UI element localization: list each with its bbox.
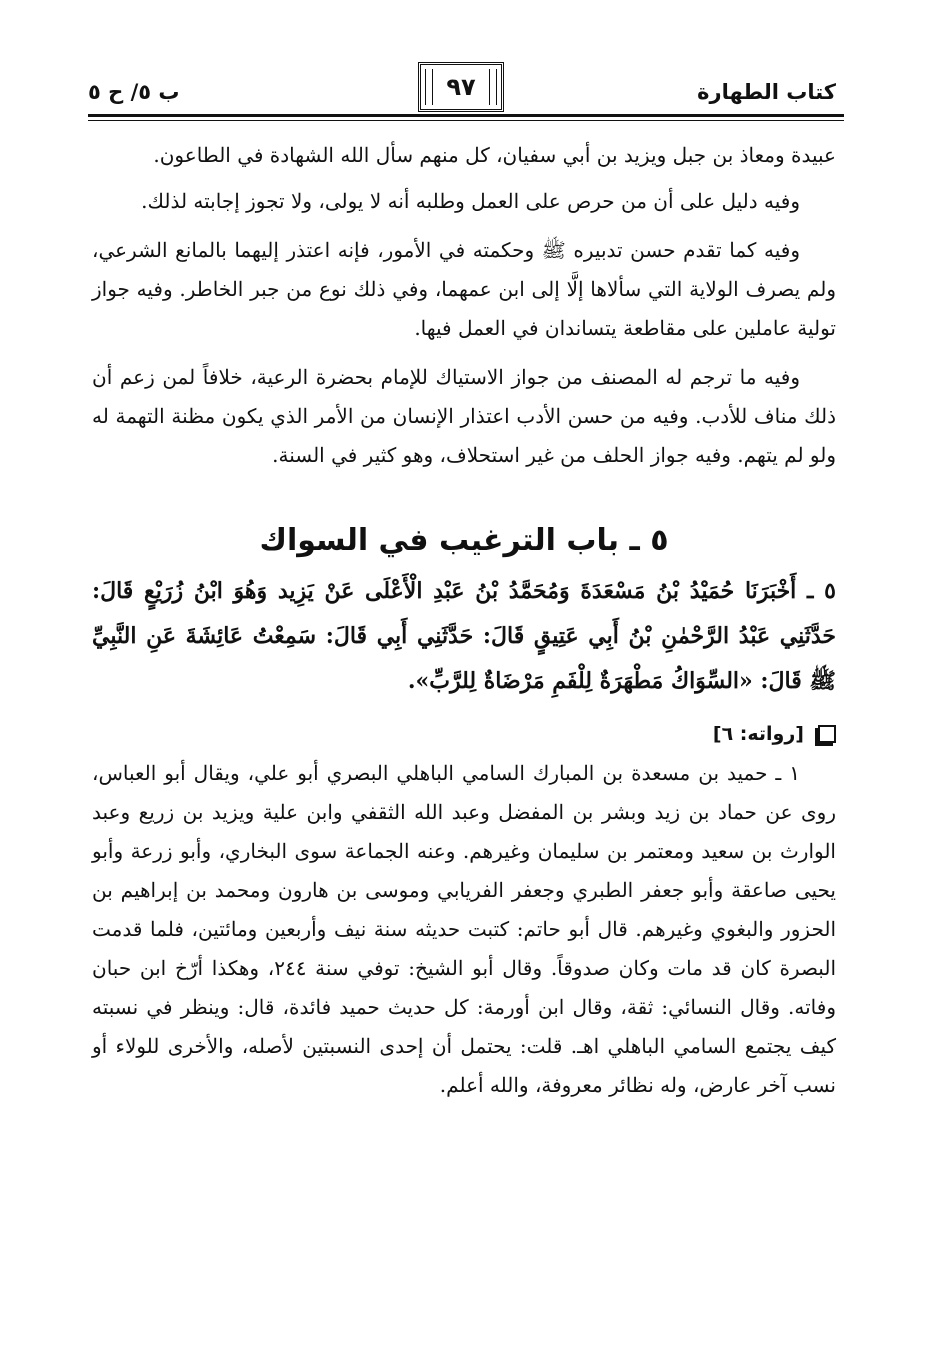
paragraph: وفيه ما ترجم له المصنف من جواز الاستياك للإمام بحضرة الرعية، خلافاً لمن زعم أن ذلك مناف للأدب. وفيه من حسن الأدب اعتذار الإنسان من الأمر الذي يكون مظنة التهمة له ولو لم يتهم. وفيه جواز الحلف من غير استحلاف، وهو كثير في السنة.	[92, 365, 836, 467]
page-content	[92, 136, 836, 1105]
page-number-box	[418, 62, 504, 112]
narrators-label: [رواته: ٦]	[712, 723, 804, 745]
header-rule	[88, 114, 844, 117]
chapter-reference: ب ٥/ ح ٥	[88, 80, 180, 104]
book-title: كتاب الطهارة	[697, 80, 836, 104]
paragraph: وفيه دليل على أن من حرص على العمل وطلبه أنه لا يولى، ولا تجوز إجابته لذلك.	[141, 189, 800, 213]
narrator-biography: ١ ـ حميد بن مسعدة بن المبارك السامي الباهلي البصري أبو علي، ويقال أبو العباس، روى عن حماد بن زيد وبشر بن المفضل وعبد الله الثقفي وابن علية ويزيد بن زريع وعبد الوارث بن سعيد ومعتمر بن سليمان وغيرهم. وعنه الجماعة سوى البخاري، وأبو زرعة وأبو يحيى صاعقة وأبو جعفر الطبري وجعفر الفريابي وموسى بن هارون ومحمد بن إبراهيم بن الحزور والبغوي وغيرهم. قال أبو حاتم: كتبت حديثه سنة نيف وأربعين ومائتين، فلما قدمت البصرة كان قد مات وكان صدوقاً. وقال أبو الشيخ: توفي سنة ٢٤٤، وهكذا أرّخ ابن حبان وفاته. وقال النسائي: ثقة، وقال ابن أورمة: كل حديث حميد فائدة، قال: وينظر في نسبته كيف يجتمع السامي الباهلي اهـ. قلت: يحتمل أن إحدى النسبتين لأصله، والأخرى للولاء أو نسب آخر عارض، وله نظائر معروفة، والله أعلم.	[92, 761, 836, 1097]
page-number: ٩٧	[446, 73, 476, 101]
paragraph: وفيه كما تقدم حسن تدبيره ﷺ وحكمته في الأمور، فإنه اعتذر إليهما بالمانع الشرعي، ولم يصرف الولاية التي سألاها إلَّا إلى ابن عمهما، وفي ذلك نوع من جبر الخاطر. وفيه جواز تولية عاملين على مقاطعة يتساندان في العمل فيها.	[92, 238, 836, 340]
page-header	[88, 62, 836, 114]
narrators-heading	[92, 718, 836, 750]
chapter-title: ٥ ـ باب الترغيب في السواك	[259, 523, 669, 558]
hadith-text: ٥ ـ أَخْبَرَنَا حُمَيْدُ بْنُ مَسْعَدَةَ وَمُحَمَّدُ بْنُ عَبْدِ الْأَعْلَى عَنْ يَزِيد وَهُوَ ابْنُ زُرَيْعٍ قَالَ: حَدَّثَنِي عَبْدُ الرَّحْمٰنِ بْنُ أَبِي عَتِيقٍ قَالَ: حَدَّثَنِي أَبِي قَالَ: سَمِعْتُ عَائِشَةَ عَنِ النَّبِيِّ ﷺ قَالَ: «السِّوَاكُ مَطْهَرَةٌ لِلْفَمِ مَرْضَاةٌ لِلرَّبِّ».	[92, 578, 836, 694]
square-bullet-icon	[818, 725, 836, 743]
paragraph-continuation: عبيدة ومعاذ بن جبل ويزيد بن أبي سفيان، كل منهم سأل الله الشهادة في الطاعون.	[153, 143, 836, 167]
